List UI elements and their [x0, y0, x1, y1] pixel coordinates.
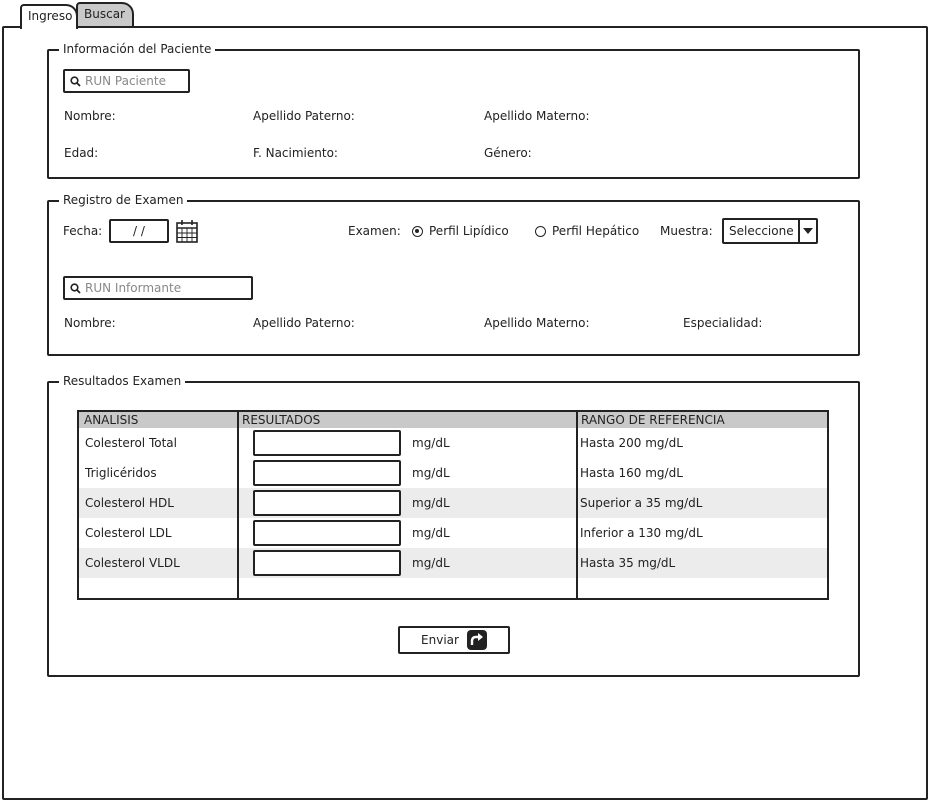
run-informante-placeholder: RUN Informante — [85, 281, 182, 295]
patient-apellido-materno-label: Apellido Materno: — [484, 109, 590, 123]
examen-label: Examen: — [348, 224, 401, 238]
table-row — [79, 518, 827, 548]
patient-apellido-paterno-label: Apellido Paterno: — [253, 109, 355, 123]
analysis-name: Colesterol VLDL — [85, 556, 180, 570]
radio-unselected-icon — [535, 226, 546, 237]
calendar-icon[interactable] — [176, 219, 198, 243]
patient-fecha-nacimiento-label: F. Nacimiento: — [253, 146, 338, 160]
reference-range: Superior a 35 mg/dL — [580, 496, 703, 510]
table-row — [79, 428, 827, 458]
informante-apellido-paterno-label: Apellido Paterno: — [253, 316, 355, 330]
patient-info-legend: Información del Paciente — [59, 42, 215, 56]
radio-perfil-lipidico-label: Perfil Lipídico — [429, 224, 509, 238]
run-paciente-placeholder: RUN Paciente — [85, 74, 166, 88]
enviar-button[interactable] — [398, 626, 510, 654]
reference-range: Inferior a 130 mg/dL — [580, 526, 703, 540]
unit-label: mg/dL — [412, 436, 450, 450]
table-header — [79, 412, 827, 428]
muestra-select-value: Seleccione — [729, 224, 794, 238]
analysis-name: Colesterol HDL — [85, 496, 174, 510]
fecha-value: / / — [133, 224, 145, 238]
radio-perfil-lipidico[interactable] — [412, 224, 509, 238]
result-input-colesterol-total[interactable] — [253, 430, 401, 456]
header-resultados: RESULTADOS — [242, 413, 321, 427]
result-input-colesterol-vldl[interactable] — [253, 550, 401, 576]
table-row — [79, 488, 827, 518]
header-analisis: ANALISIS — [84, 413, 139, 427]
tab-ingreso[interactable]: Ingreso — [20, 4, 78, 29]
patient-genero-label: Género: — [484, 146, 532, 160]
patient-edad-label: Edad: — [64, 146, 99, 160]
table-row — [79, 458, 827, 488]
search-icon — [70, 283, 81, 294]
header-rango: RANGO DE REFERENCIA — [581, 413, 725, 427]
reference-range: Hasta 35 mg/dL — [580, 556, 676, 570]
enviar-button-label: Enviar — [421, 633, 459, 647]
informante-especialidad-label: Especialidad: — [683, 316, 763, 330]
results-table — [77, 410, 829, 600]
reference-range: Hasta 160 mg/dL — [580, 466, 683, 480]
muestra-label: Muestra: — [660, 224, 713, 238]
unit-label: mg/dL — [412, 526, 450, 540]
unit-label: mg/dL — [412, 556, 450, 570]
patient-nombre-label: Nombre: — [64, 109, 116, 123]
analysis-name: Colesterol LDL — [85, 526, 172, 540]
tab-buscar[interactable]: Buscar — [76, 2, 134, 26]
fecha-label: Fecha: — [63, 224, 103, 238]
column-divider — [237, 412, 239, 598]
run-paciente-search[interactable] — [63, 69, 190, 93]
exam-register-legend: Registro de Examen — [59, 193, 187, 207]
radio-perfil-hepatico-label: Perfil Hepático — [552, 224, 640, 238]
result-input-colesterol-ldl[interactable] — [253, 520, 401, 546]
reference-range: Hasta 200 mg/dL — [580, 436, 683, 450]
informante-nombre-label: Nombre: — [64, 316, 116, 330]
radio-selected-icon — [412, 226, 423, 237]
informante-apellido-materno-label: Apellido Materno: — [484, 316, 590, 330]
run-informante-search[interactable] — [63, 276, 253, 300]
table-row — [79, 548, 827, 578]
redo-arrow-icon — [467, 630, 487, 650]
result-input-colesterol-hdl[interactable] — [253, 490, 401, 516]
chevron-down-icon — [798, 220, 816, 242]
fecha-input[interactable] — [109, 219, 169, 243]
column-divider — [576, 412, 578, 598]
unit-label: mg/dL — [412, 496, 450, 510]
muestra-select[interactable] — [722, 218, 818, 244]
result-input-trigliceridos[interactable] — [253, 460, 401, 486]
analysis-name: Colesterol Total — [85, 436, 177, 450]
search-icon — [70, 76, 81, 87]
results-legend: Resultados Examen — [59, 374, 185, 388]
analysis-name: Triglicéridos — [85, 466, 157, 480]
radio-perfil-hepatico[interactable] — [535, 224, 639, 238]
unit-label: mg/dL — [412, 466, 450, 480]
